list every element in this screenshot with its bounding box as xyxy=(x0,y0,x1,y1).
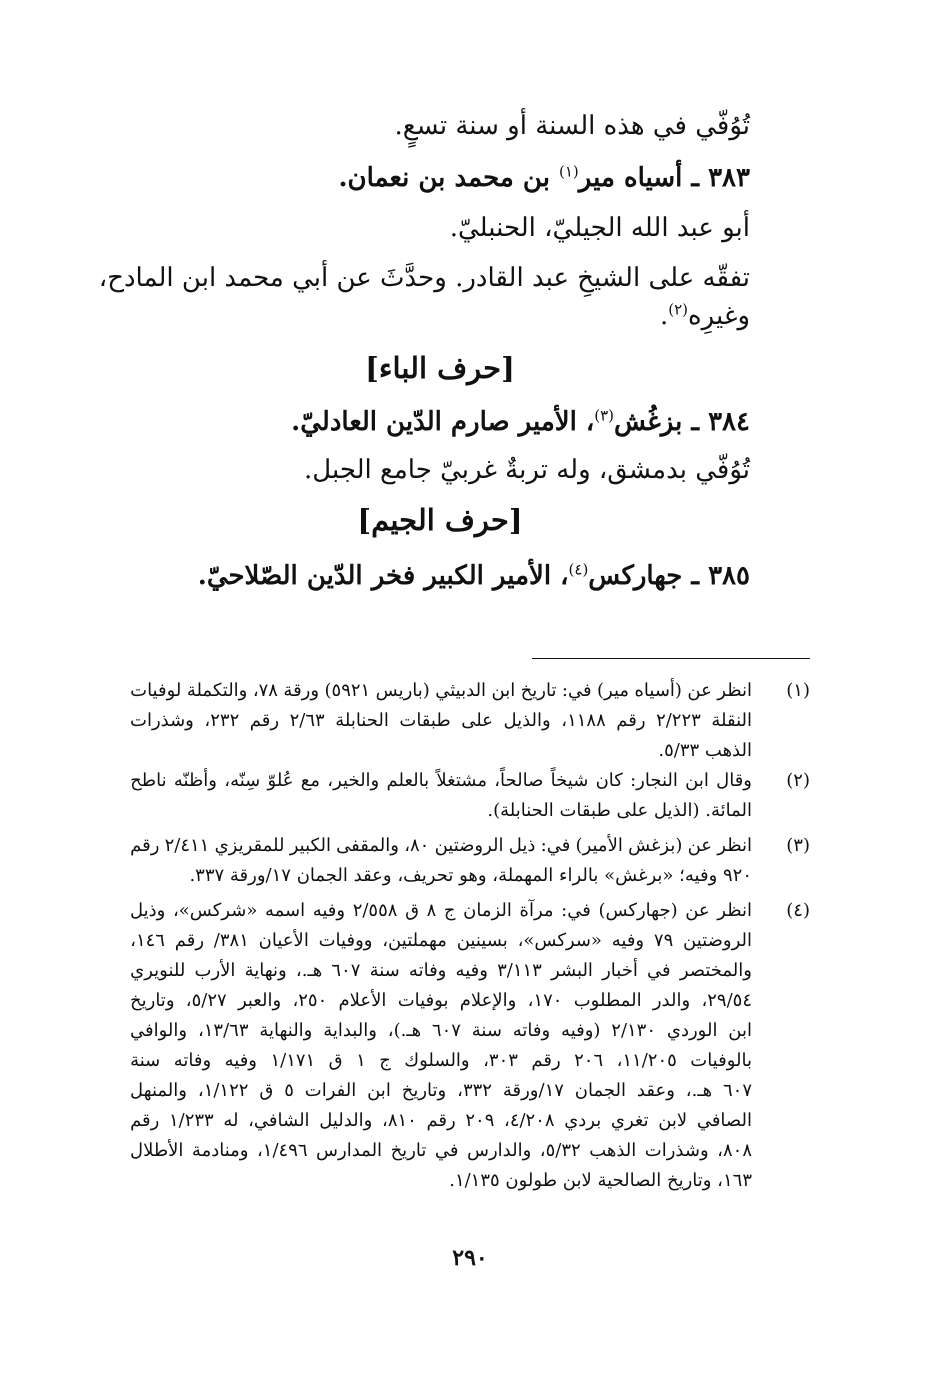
footnote-word: ٨٠، xyxy=(404,835,430,856)
footnote-word: بالوفيات xyxy=(690,1050,752,1071)
footnote-word: الأعيان xyxy=(258,930,309,951)
footnote-word: ٢٣٢، xyxy=(204,710,240,731)
footnote-word: مهملتين، xyxy=(382,930,447,951)
entry-number: ٣٨٤ ـ xyxy=(691,407,750,437)
footnote-word: رقم xyxy=(130,1110,160,1131)
footnote-word: الذهب xyxy=(589,1140,637,1161)
entry-number: ٣٨٣ ـ xyxy=(691,163,750,193)
footnote-word: على xyxy=(461,710,493,731)
text-line-content: تُوُفّي في هذه السنة أو سنة تسعٍ. xyxy=(394,111,750,141)
footnote-word: ابن xyxy=(728,1020,752,1041)
footnote-word: انظر xyxy=(717,680,752,701)
footnote-text xyxy=(130,766,752,826)
footnote-word: مشتغلاً xyxy=(436,770,487,791)
entry-name: بزغُش xyxy=(614,407,683,437)
footnote-text xyxy=(130,676,752,766)
footnote-word: الأمير) xyxy=(575,835,623,856)
footnote-separator xyxy=(532,658,810,659)
footnote-word: طبقات xyxy=(399,710,451,731)
footnote-line: المائة. (الذيل على طبقات الحنابلة). xyxy=(487,800,752,821)
footnote-word: (وفيه xyxy=(561,1020,601,1041)
footnote-word: الحنابلة xyxy=(335,710,389,731)
footnote-word: وفاته xyxy=(173,1050,212,1071)
footnote-word: أخبار xyxy=(602,960,638,981)
footnote-word: رقم xyxy=(174,930,205,951)
entry-name: أسياه مير xyxy=(578,163,683,193)
footnote-word: «شركس»، xyxy=(172,900,258,921)
footnote-word: ابن xyxy=(685,770,709,791)
footnote-word: ٢٠٩ xyxy=(465,1110,495,1131)
footnote-word: ١١/٢٠٥، xyxy=(616,1050,677,1071)
footnote-line: ١٦٣، وتاريخ الصالحية لابن طولون ١/١٣٥. xyxy=(449,1170,752,1191)
footnote-word: ورقة xyxy=(283,680,320,701)
footnote-word: (باريس xyxy=(375,680,430,701)
footnote-word: والنهاية xyxy=(259,1020,313,1041)
footnote-word: بالعلم xyxy=(386,770,430,791)
footnote-word: مرآة xyxy=(519,900,554,921)
footnote-word: في: xyxy=(561,900,591,921)
footnote-number: (٤) xyxy=(786,900,810,921)
footnote-word: تاريخ xyxy=(390,1140,427,1161)
footnote-word: النقلة xyxy=(711,710,752,731)
footnote-word: ١٣/٦٣، xyxy=(197,1020,249,1041)
footnote-word: وفيه xyxy=(312,900,346,921)
entry-rest: ، الأمير صارم الدّين العادليّ. xyxy=(291,407,595,437)
footnote-word: ٢/١٣٠ xyxy=(611,1020,657,1041)
footnote-word: انظر xyxy=(717,835,752,856)
footnote-word: (أسياه xyxy=(634,680,682,701)
footnote-word: ق xyxy=(405,900,420,921)
footnote-word: المدارس xyxy=(316,1140,383,1161)
footnote-word: ٤/٢٠٨، xyxy=(504,1110,555,1131)
footnote-word: «سركس»، xyxy=(517,930,602,951)
footnote-word: ذيل xyxy=(508,835,536,856)
footnote-word: البشر xyxy=(551,960,593,981)
footnote-word: النجار: xyxy=(630,770,678,791)
entry-383 xyxy=(338,160,750,196)
text-line xyxy=(660,298,750,334)
footnote-word: ١٧٠، xyxy=(527,990,563,1011)
footnote-word: وعقد xyxy=(636,1080,675,1101)
footnote-word: الجمان xyxy=(574,1080,627,1101)
footnote-word: عن xyxy=(685,900,710,921)
footnote-word: وفيه xyxy=(611,930,645,951)
footnote-word: ١١٨٨، xyxy=(561,710,606,731)
footnote-line xyxy=(130,956,752,986)
footnote-word: الأعلام xyxy=(338,990,387,1011)
footnote-word: والبداية xyxy=(323,1020,377,1041)
footnote-word: ٢٥٠، xyxy=(292,990,328,1011)
footnote-word: ٨١٠، xyxy=(382,1110,417,1131)
footnote-word: هـ.، xyxy=(685,1080,713,1101)
text-line-content: وغيرِه xyxy=(688,301,750,331)
footnote-ref: (٣) xyxy=(594,406,615,425)
footnote-word: والذيل xyxy=(503,710,551,731)
text-line-end: . xyxy=(659,301,669,331)
footnote-word: وذيل xyxy=(130,900,166,921)
footnote-word: الدبيثي xyxy=(435,680,487,701)
footnote-word: الروضتين xyxy=(434,835,504,856)
footnote-word: هـ.)، xyxy=(387,1020,422,1041)
footnote-word: ٥ xyxy=(284,1080,294,1101)
footnote-word: والمقفى xyxy=(336,835,399,856)
text-line xyxy=(99,260,750,296)
footnote-word: رقم xyxy=(426,1110,456,1131)
footnote-word: تاريخ xyxy=(520,680,557,701)
footnote-word: تغري xyxy=(610,1110,649,1131)
footnote-word: سِنّه، xyxy=(224,770,261,791)
footnote-word: ٣٠٣، xyxy=(483,1050,518,1071)
footnote-word: ١٧/ورقة xyxy=(502,1080,564,1101)
footnote-line xyxy=(130,926,752,956)
footnote-word: عُلوّ xyxy=(267,770,294,791)
footnote-word: لوفيات xyxy=(130,680,182,701)
footnote-word: الشافي، xyxy=(248,1110,310,1131)
footnote-word: بردي xyxy=(564,1110,602,1131)
footnote-word: والوافي xyxy=(130,1020,188,1041)
footnote-word: ٥/٣٢، xyxy=(539,1140,581,1161)
footnote-word: والدليل xyxy=(319,1110,373,1131)
footnote-word: ٨ xyxy=(426,900,437,921)
section-heading-baa: [حرف الباء] xyxy=(365,351,515,385)
footnote-word: ٧٩ xyxy=(653,930,674,951)
footnote-word: (بزغش xyxy=(628,835,683,856)
footnote-line xyxy=(130,1016,752,1046)
footnote-word: كان xyxy=(595,770,623,791)
footnote-word: رقم xyxy=(531,1050,561,1071)
footnote-word: له xyxy=(223,1110,239,1131)
footnote-word: الأرب xyxy=(194,960,236,981)
footnote-word: والعبر xyxy=(237,990,282,1011)
footnote-word: ١/١٧١ xyxy=(270,1050,316,1071)
footnote-text xyxy=(130,831,752,891)
footnote-text xyxy=(130,896,752,1196)
footnote-word: ٢/٤١١ xyxy=(164,835,210,856)
footnote-word: ٦٠٧ xyxy=(331,960,361,981)
footnote-word: ٥٩٢١) xyxy=(324,680,371,701)
footnote-word: ٢/٦٣ xyxy=(289,710,325,731)
footnote-word: الصافي xyxy=(696,1110,752,1131)
footnote-line xyxy=(130,1046,752,1076)
footnote-line xyxy=(130,896,752,926)
footnote-word: في: xyxy=(561,680,592,701)
footnote-word: ق xyxy=(259,1080,274,1101)
footnote-word: اسمه xyxy=(264,900,306,921)
footnote-word: وشذرات xyxy=(130,710,194,731)
footnote-word: ٧٨، xyxy=(252,680,278,701)
footnote-word: ١ xyxy=(356,1050,366,1071)
footnote-word: وفاته xyxy=(512,1020,551,1041)
page-number: ٢٩٠ xyxy=(452,1245,488,1271)
footnote-word: عن xyxy=(687,680,712,701)
text-line-content: تُوُفّي بدمشق، وله تربةٌ غربيّ جامع الجبل. xyxy=(304,455,750,485)
footnote-word: والدارس xyxy=(467,1140,532,1161)
footnote-line xyxy=(130,1136,752,1166)
footnote-word: سنة xyxy=(369,960,400,981)
footnote-word: سنة xyxy=(471,1020,502,1041)
footnote-word: في: xyxy=(540,835,571,856)
footnote-word: ومنادمة xyxy=(191,1140,249,1161)
footnote-word: ٣٨١/ xyxy=(213,930,249,951)
footnote-number: (٣) xyxy=(786,835,810,856)
text-line xyxy=(395,108,750,144)
footnote-ref: (٤) xyxy=(568,560,589,579)
footnote-word: والتكملة xyxy=(186,680,248,701)
footnote-word: ٦٠٧ xyxy=(431,1020,461,1041)
footnote-word: (جهاركس) xyxy=(598,900,678,921)
footnote-word: والمنهل xyxy=(130,1080,187,1101)
footnote-word: ابن xyxy=(367,1080,391,1101)
section-heading-jeem: [حرف الجيم] xyxy=(357,503,523,537)
footnote-word: بوفيات xyxy=(397,990,449,1011)
footnote-word: وفيه xyxy=(455,960,488,981)
footnote-word: لابن xyxy=(658,1110,688,1131)
footnote-word: وشذرات xyxy=(644,1140,709,1161)
entry-name: جهاركس xyxy=(588,561,683,591)
footnote-word: ونهاية xyxy=(244,960,287,981)
entry-rest: بن محمد بن نعمان. xyxy=(338,163,550,193)
footnote-word: والإعلام xyxy=(459,990,517,1011)
footnote-word: الكبير xyxy=(289,835,331,856)
footnote-word: الوردي xyxy=(666,1020,718,1041)
entry-number: ٣٨٥ ـ xyxy=(691,561,750,591)
entry-385 xyxy=(198,558,750,594)
footnote-line: الذهب ٥/٣٣. xyxy=(658,740,752,761)
footnote-word: ١٤٦، xyxy=(130,930,165,951)
footnote-word: شيخاً xyxy=(550,770,589,791)
footnote-line xyxy=(130,1076,752,1106)
footnote-word: ٢/٥٥٨ xyxy=(352,900,398,921)
footnote-word: وتاريخ xyxy=(401,1080,447,1101)
footnote-word: ٣٣٢، xyxy=(457,1080,492,1101)
footnote-word: والخير، xyxy=(327,770,380,791)
entry-rest: ، الأمير الكبير فخر الدّين الصّلاحيّ. xyxy=(197,561,569,591)
footnote-word: الفرات xyxy=(304,1080,357,1101)
footnote-word: ٥/٢٧، xyxy=(185,990,227,1011)
footnote-word: للنويري xyxy=(130,960,186,981)
footnote-word: وفاته xyxy=(408,960,447,981)
footnote-word: رقم xyxy=(249,710,280,731)
footnote-word: ناطح xyxy=(130,770,167,791)
footnote-word: ج xyxy=(443,900,456,921)
footnote-word: والدر xyxy=(652,990,691,1011)
footnote-word: ٢/٢٢٣ xyxy=(656,710,701,731)
footnote-word: ج xyxy=(379,1050,391,1071)
footnote-word: ووفيات xyxy=(318,930,373,951)
text-line-content: تفقّه على الشيخِ عبد القادر. وحدَّثَ عن أبي محمد ابن المادح، xyxy=(98,263,750,293)
text-line xyxy=(450,210,750,246)
footnote-number: (١) xyxy=(786,680,810,701)
text-line-content: أبو عبد الله الجيليّ، الحنبليّ. xyxy=(449,213,750,243)
footnote-word: ق xyxy=(328,1050,343,1071)
footnote-word: الروضتين xyxy=(683,930,752,951)
footnote-line xyxy=(130,766,752,796)
footnote-word: ٢٠٦ xyxy=(574,1050,604,1071)
footnote-word: رقم xyxy=(616,710,646,731)
footnote-word: سنة xyxy=(130,1050,161,1071)
footnote-word: وفيه xyxy=(224,1050,258,1071)
footnote-word: مع xyxy=(300,770,321,791)
footnote-word: والمختصر xyxy=(679,960,752,981)
footnote-word: ابن xyxy=(491,680,516,701)
footnote-line xyxy=(130,986,752,1016)
footnote-line: ٩٢٠ وفيه؛ «برغش» بالراء المهملة، وهو تحريف، وعقد الجمان ١٧/ورقة ٣٣٧. xyxy=(189,865,752,886)
footnote-word: والسلوك xyxy=(404,1050,470,1071)
footnote-line xyxy=(130,1106,752,1136)
footnote-word: الزمان xyxy=(463,900,512,921)
footnote-ref: (٢) xyxy=(668,300,689,319)
footnote-line xyxy=(130,706,752,736)
footnote-word: ١/٤٩٦، xyxy=(256,1140,308,1161)
footnote-word: في xyxy=(434,1140,459,1161)
text-line xyxy=(304,452,750,488)
footnote-ref: (١) xyxy=(559,162,579,181)
footnote-word: بسينين xyxy=(456,930,508,951)
footnote-word: صالحاً، xyxy=(494,770,544,791)
footnote-word: ٨٠٨، xyxy=(717,1140,752,1161)
footnote-number: (٢) xyxy=(786,770,810,791)
footnote-word: انظر xyxy=(717,900,752,921)
footnote-word: الأطلال xyxy=(130,1140,184,1161)
footnote-line xyxy=(130,831,752,861)
footnote-word: للمقريزي xyxy=(214,835,285,856)
footnote-word: وتاريخ xyxy=(130,990,175,1011)
footnote-word: وقال xyxy=(716,770,752,791)
footnote-word: هـ.، xyxy=(295,960,323,981)
footnote-word: ١/٢٣٣ xyxy=(168,1110,214,1131)
footnote-word: في xyxy=(647,960,671,981)
footnote-word: رقم xyxy=(130,835,160,856)
footnote-word: وأظنّه xyxy=(173,770,217,791)
footnote-line xyxy=(130,676,752,706)
footnote-word: عن xyxy=(687,835,713,856)
footnote-word: ٦٠٧ xyxy=(722,1080,752,1101)
footnote-word: مير) xyxy=(597,680,630,701)
footnote-word: ٣/١١٣ xyxy=(497,960,542,981)
footnote-word: المطلوب xyxy=(573,990,642,1011)
footnote-word: ١/١٢٢، xyxy=(197,1080,249,1101)
footnote-word: ٢٩/٥٤، xyxy=(701,990,752,1011)
entry-384 xyxy=(291,404,750,440)
